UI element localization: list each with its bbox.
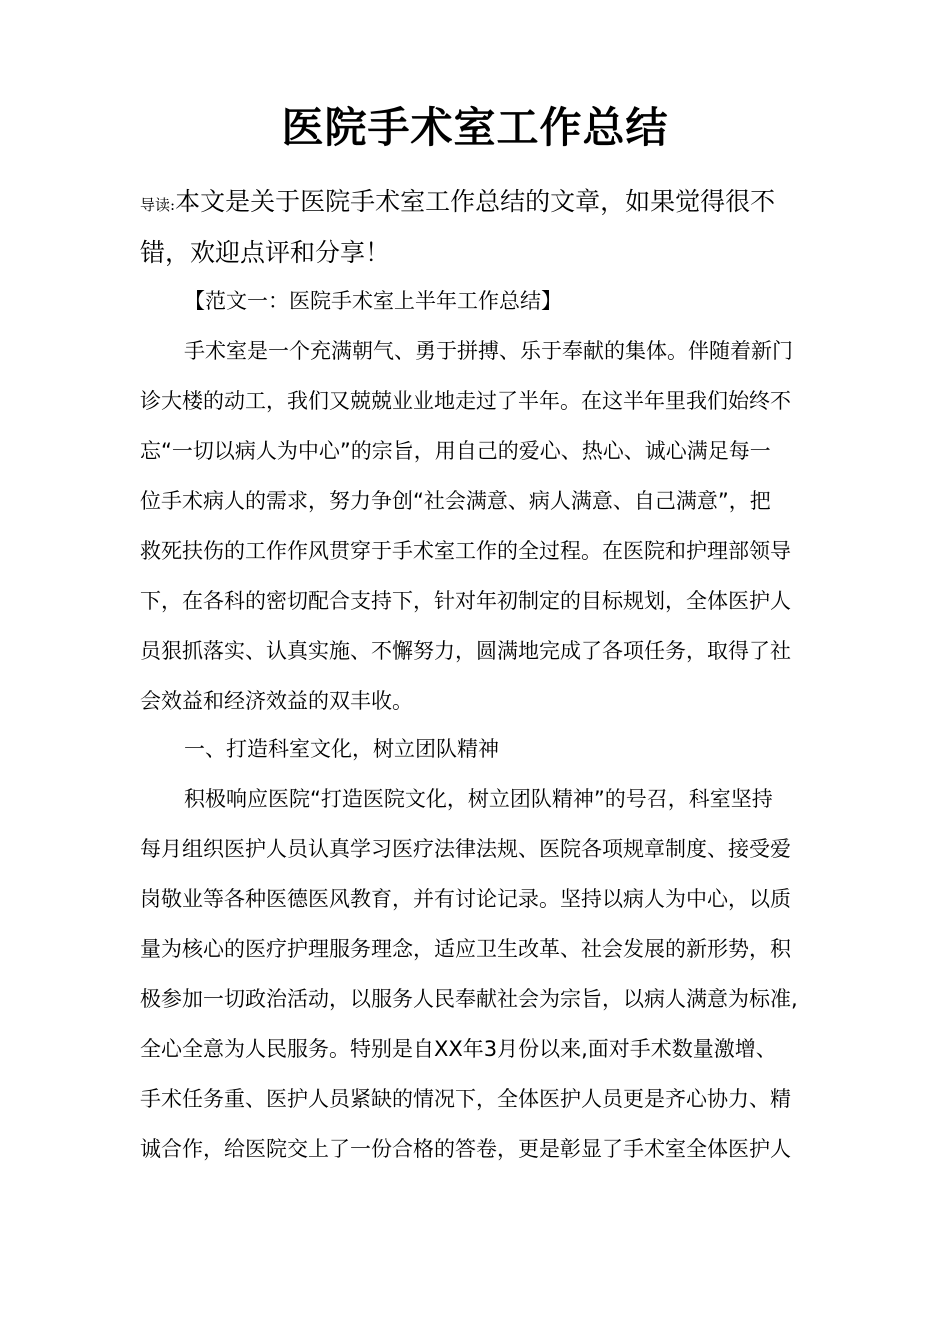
intro-line-1	[140, 178, 810, 229]
paragraph-line: 全心全意为人民服务。特别是自XX年3月份以来,面对手术数量激增、	[140, 1037, 777, 1061]
paragraph-line: 极参加一切政治活动，以服务人民奉献社会为宗旨，以病人满意为标准,	[140, 987, 798, 1011]
fanwen-heading: 【范文一：医院手术室上半年工作总结】	[184, 289, 562, 313]
paragraph-2	[140, 774, 805, 1174]
paragraph-line: 岗敬业等各种医德医风教育，并有讨论记录。坚持以病人为中心，以质	[140, 887, 791, 911]
paragraph-line: 手术任务重、医护人员紧缺的情况下，全体医护人员更是齐心协力、精	[140, 1087, 791, 1111]
paragraph-line: 会效益和经济效益的双丰收。	[140, 689, 413, 713]
intro-text-line-1: 本文是关于医院手术室工作总结的文章，如果觉得很不	[175, 187, 776, 216]
intro-tag: 导读:	[140, 196, 176, 214]
paragraph-line: 员狠抓落实、认真实施、不懈努力，圆满地完成了各项任务，取得了社	[140, 639, 791, 663]
paragraph-line: 诊大楼的动工，我们又兢兢业业地走过了半年。在这半年里我们始终不	[140, 389, 791, 413]
paragraph-line: 救死扶伤的工作作风贯穿于手术室工作的全过程。在医院和护理部领导	[140, 539, 791, 563]
paragraph-line: 诚合作，给医院交上了一份合格的答卷，更是彰显了手术室全体医护人	[140, 1137, 791, 1161]
paragraph-line: 下，在各科的密切配合支持下，针对年初制定的目标规划，全体医护人	[140, 589, 791, 613]
paragraph-line: 积极响应医院“打造医院文化，树立团队精神”的号召，科室坚持	[184, 787, 773, 811]
paragraph-line: 量为核心的医疗护理服务理念，适应卫生改革、社会发展的新形势，积	[140, 937, 791, 961]
document-title: 医院手术室工作总结	[281, 103, 669, 152]
paragraph-line: 手术室是一个充满朝气、勇于拼搏、乐于奉献的集体。伴随着新门	[184, 339, 793, 363]
section-1-heading: 一、打造科室文化，树立团队精神	[184, 737, 499, 761]
intro-line-2: 错，欢迎点评和分享！	[140, 238, 391, 267]
paragraph-line: 忘“一切以病人为中心”的宗旨，用自己的爱心、热心、诚心满足每一	[140, 439, 771, 463]
paragraph-line: 每月组织医护人员认真学习医疗法律法规、医院各项规章制度、接受爱	[140, 837, 791, 861]
paragraph-line: 位手术病人的需求，努力争创“社会满意、病人满意、自己满意”，把	[140, 489, 771, 513]
intro-block	[140, 178, 810, 277]
paragraph-1	[140, 326, 805, 726]
